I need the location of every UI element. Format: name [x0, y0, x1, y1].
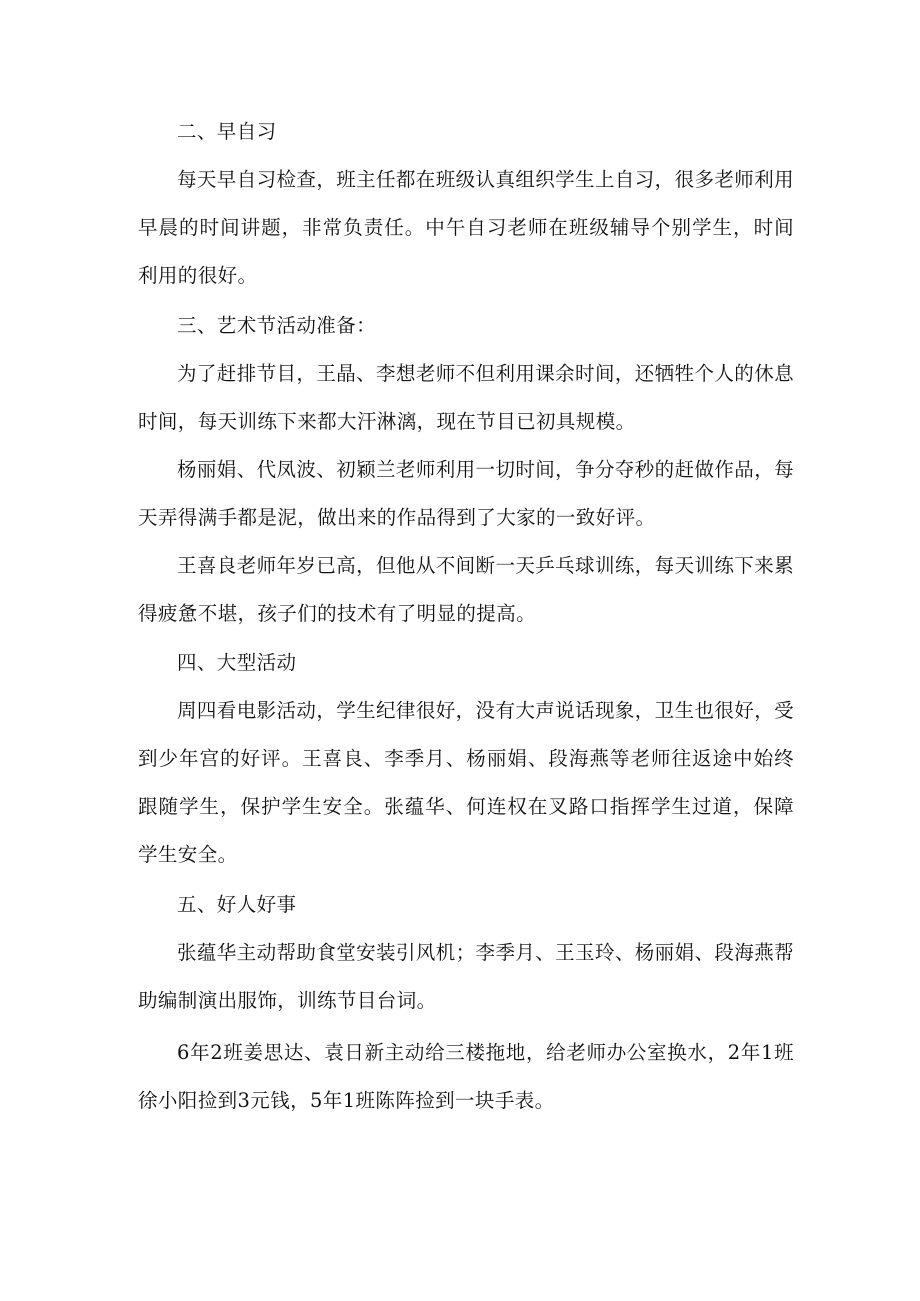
- paragraph-good-deeds-students: 6年2班姜思达、袁日新主动给三楼拖地，给老师办公室换水，2年1班徐小阳捡到3元钱，5年1班陈阵捡到一块手表。: [138, 1041, 794, 1112]
- paragraph-art-festival-pingpong: 王喜良老师年岁已高，但他从不间断一天乒乓球训练，每天训练下来累得疲惫不堪，孩子们的技术有了明显的提高。: [138, 554, 794, 625]
- section-heading-morning-study: 二、早自习: [177, 120, 277, 143]
- paragraph-art-festival-rehearsal: 为了赶排节目，王晶、李想老师不但利用课余时间，还牺牲个人的休息时间，每天训练下来都大汗淋漓，现在节目已初具规模。: [138, 362, 794, 433]
- paragraph-morning-study: 每天早自习检查，班主任都在班级认真组织学生上自习，很多老师利用早晨的时间讲题，非常负责任。中午自习老师在班级辅导个别学生，时间利用的很好。: [138, 168, 794, 287]
- section-heading-art-festival: 三、艺术节活动准备：: [177, 314, 377, 337]
- paragraph-art-festival-works: 杨丽娟、代凤波、初颖兰老师利用一切时间，争分夺秒的赶做作品，每天弄得满手都是泥，做出来的作品得到了大家的一致好评。: [138, 458, 794, 529]
- section-heading-large-event: 四、大型活动: [177, 651, 297, 674]
- paragraph-good-deeds-staff: 张蕴华主动帮助食堂安装引风机；李季月、王玉玲、杨丽娟、段海燕帮助编制演出服饰，训练节目台词。: [138, 941, 794, 1012]
- section-heading-good-deeds: 五、好人好事: [177, 893, 297, 916]
- paragraph-large-event: 周四看电影活动，学生纪律很好，没有大声说话现象，卫生也很好，受到少年宫的好评。王喜良、李季月、杨丽娟、段海燕等老师往返途中始终跟随学生，保护学生安全。张蕴华、何连权在叉路口指挥学生过道，保障学生安全。: [138, 699, 794, 866]
